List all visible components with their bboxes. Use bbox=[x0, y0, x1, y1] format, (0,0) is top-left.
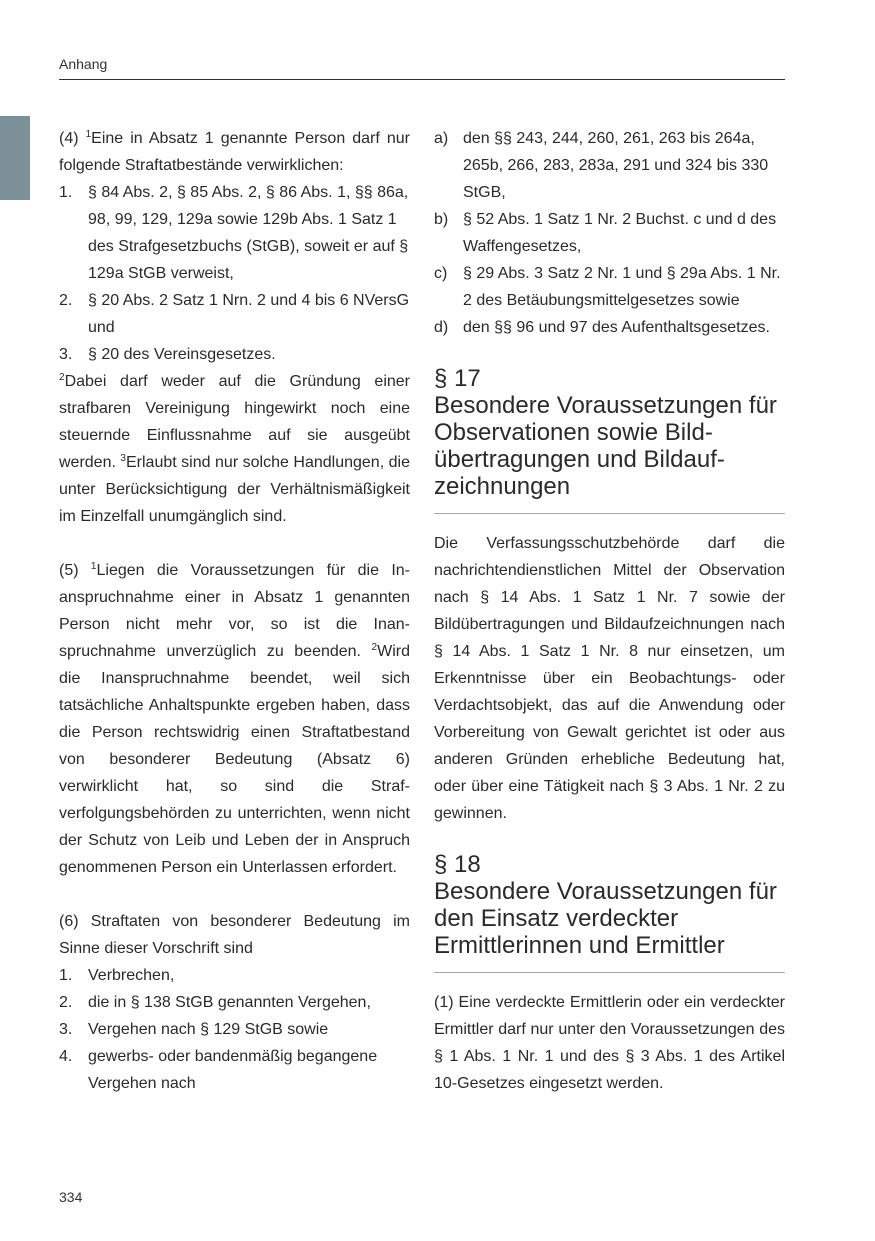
letter-list bbox=[434, 125, 785, 341]
paragraph-number: (5) bbox=[59, 562, 79, 579]
list-item: c) § 29 Abs. 3 Satz 2 Nr. 1 und § 29a Abs. 1 Nr. 2 des Betäubungsmittelgesetzes sowie bbox=[434, 265, 781, 309]
left-column bbox=[59, 125, 410, 1097]
sentence-mark: 2 bbox=[371, 642, 378, 653]
paragraph-4-intro bbox=[59, 125, 410, 179]
section-17-title: Besondere Voraussetzungen für Observationen sowie Bildübertragungen und Bildaufzeichnungen bbox=[434, 392, 777, 500]
sentence-mark: 1 bbox=[90, 561, 97, 572]
list-item: 1. Verbrechen, bbox=[59, 967, 175, 984]
list-item: 2. § 20 Abs. 2 Satz 1 Nrn. 2 und 4 bis 6 NVersG und bbox=[59, 292, 410, 336]
right-column bbox=[434, 125, 785, 1097]
list-item: 4. gewerbs- oder bandenmäßig begangene Vergehen nach bbox=[59, 1048, 378, 1092]
list-item: d) den §§ 96 und 97 des Aufenthaltsgesetzes. bbox=[434, 319, 770, 336]
paragraph-4-continuation: $^2$Dabei darf weder auf die Gründung einer strafbaren Vereinigung hingewirkt noch eine steuernde Einflussnahme auf sie ausgeübt werden. $^3$Erlaubt sind nur solche Handlungen, die unter Berücksichtigung der Verhältnismäßigkeit im Einzelfall unumgänglich sind. bbox=[59, 372, 410, 525]
section-17-body: Die Verfassungsschutzbehörde darf die nachrichtendienstlichen Mittel der Observation nach § 14 Abs. 1 Satz 1 Nr. 7 sowie der Bildübertragungen und Bildaufzeichnungen nach § 14 Abs. 1 Satz 1 Nr. 8 nur einsetzen, um Erkenntnisse über ein Beobachtungs- oder Verdachtsobjekt, das auf die Anwendung oder Vorbereitung von Gewalt gerichtet ist oder aus anderen Gründen erhebliche Bedeutung hat, oder über eine Tätigkeit nach § 3 Abs. 1 Nr. 2 zu gewinnen. bbox=[434, 535, 785, 822]
sentence-mark: 2 bbox=[59, 372, 65, 383]
paragraph-6-intro: (6) Straftaten von besonderer Bedeutung im Sinne dieser Vorschrift sind bbox=[59, 913, 410, 957]
page-number: 334 bbox=[59, 1189, 83, 1205]
chapter-tab-marker bbox=[0, 116, 30, 200]
paragraph-6-list bbox=[59, 962, 410, 1097]
section-18-number: § 18 bbox=[434, 851, 481, 878]
list-item: b) § 52 Abs. 1 Satz 1 Nr. 2 Buchst. c und d des Waffengesetzes, bbox=[434, 211, 777, 255]
list-item: 2. die in § 138 StGB genannten Vergehen, bbox=[59, 994, 371, 1011]
sentence-mark: 3 bbox=[120, 453, 126, 464]
running-head: Anhang bbox=[59, 56, 108, 72]
sentence-mark: 1 bbox=[85, 129, 92, 140]
list-item: 3. Vergehen nach § 129 StGB sowie bbox=[59, 1021, 329, 1038]
paragraph-text: Eine in Absatz 1 genannte Person darf nur folgende Straftatbestände verwirklichen: bbox=[59, 130, 410, 174]
section-18-body: (1) Eine verdeckte Ermittlerin oder ein verdeckter Ermittler darf nur unter den Voraussetzungen des § 1 Abs. 1 Nr. 1 und des § 3 Abs. 1 des Artikel 10-Gesetzes eingesetzt werden. bbox=[434, 994, 785, 1092]
header-rule bbox=[59, 79, 785, 80]
paragraph-4-list bbox=[59, 179, 410, 368]
section-divider bbox=[434, 513, 785, 514]
list-item: 3. § 20 des Vereinsgesetzes. bbox=[59, 346, 276, 363]
paragraph-5: (5) $^1$Liegen die Voraussetzungen für die Inanspruchnahme einer in Absatz 1 genannten Person nicht mehr vor, so ist die Inanspruchnahme unverzüglich zu beenden. $^2$Wird die Inanspruchnahme beendet, weil sich tatsächliche Anhaltspunkte ergeben haben, dass die Person rechtswidrig einen Straftatbestand von besonderer Bedeutung (Absatz 6) verwirklicht hat, so sind die Strafverfolgungsbehörden zu unterrichten, wenn nicht der Schutz von Leib und Leben der in Anspruch genommenen Person ein Unterlassen erfordert. bbox=[59, 561, 410, 876]
list-item: 1. § 84 Abs. 2, § 85 Abs. 2, § 86 Abs. 1, §§ 86a, 98, 99, 129, 129a sowie 129b Abs. 1 Satz 1 des Strafgesetzbuchs (StGB), soweit er auf § 129a StGB verweist, bbox=[59, 184, 409, 282]
section-17-number: § 17 bbox=[434, 365, 481, 392]
section-18-title: Besondere Voraussetzungen für den Einsatz verdeckter Ermittlerinnen und Ermittler bbox=[434, 878, 777, 959]
section-divider bbox=[434, 972, 785, 973]
list-item: a) den §§ 243, 244, 260, 261, 263 bis 264a, 265b, 266, 283, 283a, 291 und 324 bis 330 StGB, bbox=[434, 130, 769, 201]
paragraph-number: (4) bbox=[59, 130, 79, 147]
